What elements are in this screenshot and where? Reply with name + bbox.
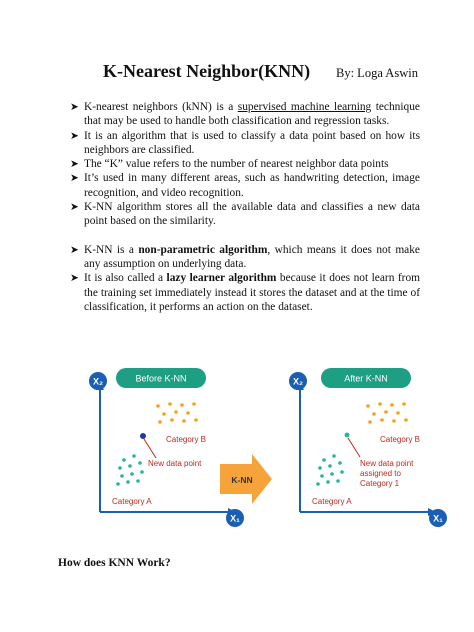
- bullet-item: [70, 243, 420, 272]
- after-knn-panel: [289, 368, 447, 527]
- knn-transition-arrow: [220, 454, 272, 504]
- bullet-list: [70, 100, 420, 314]
- arrow-bullet-icon: ➤: [70, 172, 79, 185]
- bullet-item: [70, 129, 420, 158]
- bullet-text: It is an algorithm that is used to classify a data point based on how its neighbors are classified.: [84, 129, 420, 156]
- y-axis-label-before: X₂: [92, 376, 104, 387]
- category-a-cluster-before: [116, 454, 144, 486]
- knn-arrow-label: K-NN: [231, 475, 253, 485]
- before-knn-label: Before K-NN: [135, 373, 187, 384]
- bullet-text: K-NN algorithm stores all the available data and classifies a new data point based on the similarity.: [84, 201, 420, 228]
- category-b-label-after: Category B: [380, 435, 421, 444]
- x-axis-label-after: X₁: [433, 513, 443, 524]
- arrow-bullet-icon: ➤: [70, 201, 79, 214]
- before-knn-panel: [89, 368, 244, 527]
- new-point-pointer: [144, 439, 156, 458]
- bullet-text: It’s used in many different areas, such as handwriting detection, image recognition, and video recognition.: [84, 172, 420, 199]
- bullet-text: because it does not learn from the training set immediately instead it stores the dataset and at the time of classification, it performs an action on the dataset.: [84, 272, 421, 313]
- category-a-label-before: Category A: [112, 497, 152, 506]
- arrow-bullet-icon: ➤: [70, 101, 79, 113]
- new-data-point: [140, 433, 146, 439]
- section-heading: How does KNN Work?: [58, 557, 171, 569]
- bullet-text: K-nearest neighbors (kNN) is a: [84, 101, 238, 113]
- bullet-emphasis: non-parametric algorithm: [138, 243, 268, 256]
- assigned-label-line-1: New data point: [360, 459, 414, 468]
- bullet-text: It is also called a: [84, 272, 167, 285]
- bullet-text: The “K” value refers to the number of nearest neighbor data points: [84, 158, 389, 171]
- category-a-cluster-after: [316, 454, 344, 486]
- y-axis-label-after: X₂: [292, 376, 304, 387]
- category-b-cluster-before: [156, 402, 198, 424]
- author-byline: By: Loga Aswin: [336, 66, 418, 80]
- arrow-bullet-icon: ➤: [70, 243, 79, 256]
- bullet-text: technique that may be used to handle both classification and regression tasks.: [84, 101, 420, 128]
- x-axis-label-before: X₁: [230, 513, 240, 524]
- category-b-cluster-after: [366, 402, 408, 424]
- bullet-item: [70, 200, 420, 229]
- assigned-data-point: [345, 433, 350, 438]
- bullet-item: [70, 157, 420, 171]
- category-b-label-before: Category B: [166, 435, 207, 444]
- new-point-label: New data point: [148, 459, 202, 468]
- arrow-bullet-icon: ➤: [70, 129, 79, 142]
- document-title: K-Nearest Neighbor(KNN): [103, 61, 311, 81]
- after-knn-label: After K-NN: [344, 373, 388, 384]
- assigned-point-pointer: [348, 438, 360, 457]
- bullet-item: [70, 271, 420, 314]
- supervised-ml-link[interactable]: supervised machine learning: [237, 101, 372, 113]
- bullet-item: [70, 100, 420, 129]
- bullet-text: K-NN is a: [84, 243, 139, 256]
- bullet-text: , which means it does not make any assumption on underlying data.: [84, 243, 420, 270]
- bullet-emphasis: lazy learner algorithm: [166, 272, 277, 285]
- arrow-bullet-icon: ➤: [70, 272, 79, 285]
- category-a-label-after: Category A: [312, 497, 352, 506]
- arrow-bullet-icon: ➤: [70, 158, 79, 171]
- assigned-label-line-3: Category 1: [360, 479, 400, 488]
- bullet-item: [70, 171, 420, 200]
- knn-diagram: [62, 362, 452, 534]
- assigned-label-line-2: assigned to: [360, 469, 401, 478]
